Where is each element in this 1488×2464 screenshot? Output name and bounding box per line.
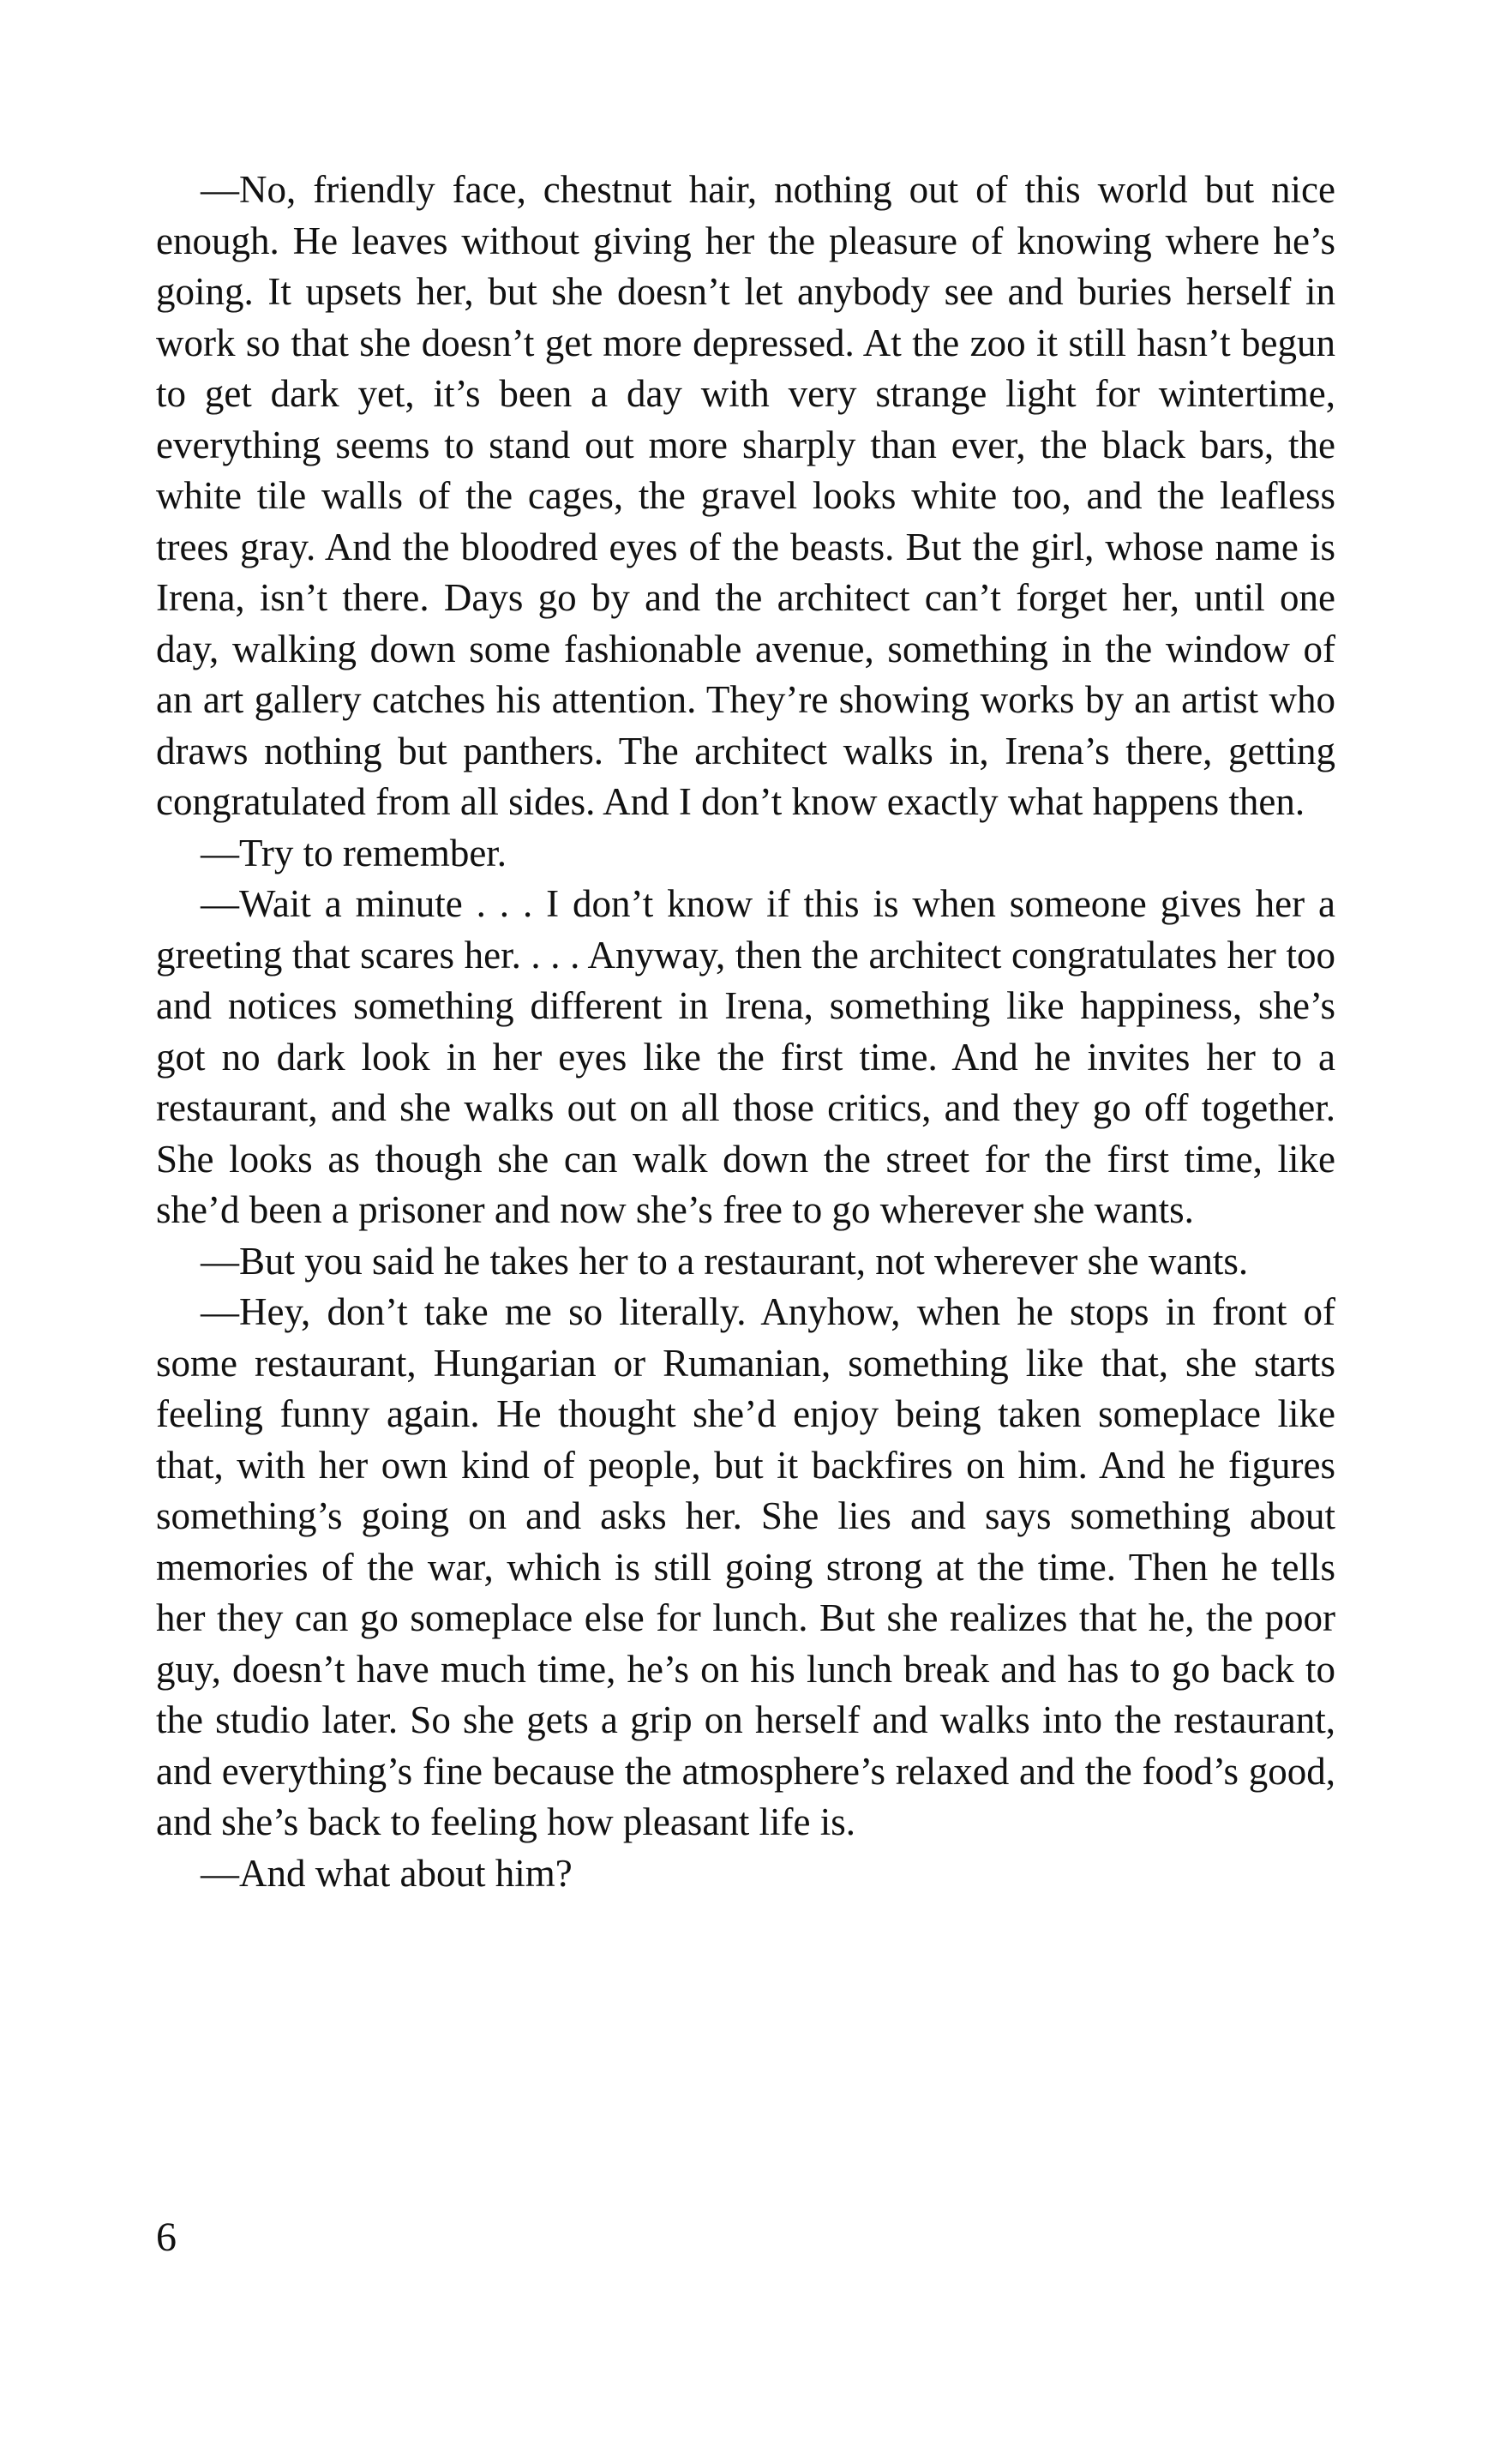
paragraph-3: —Wait a minute . . . I don’t know if this is when someone gives her a greeting that scares her. . . . Anyway, then the architect congratulates her too and notices something different in Irena, something like happiness, she’s got no dark look in her eyes like the first time. And he invites her to a restaurant, and she walks out on all those critics, and they go off together. She looks as though she can walk down the street for the first time, like she’d been a prisoner and now she’s free to go wherever she wants. — [156, 882, 1335, 1231]
page-number: 6 — [156, 2215, 177, 2260]
body-text — [156, 165, 1335, 1899]
paragraph-2: —Try to remember. — [201, 831, 507, 874]
paragraph-5: —Hey, don’t take me so literally. Anyhow, when he stops in front of some restaurant, Hungarian or Rumanian, something like that, she starts feeling funny again. He thought she’d enjoy being taken someplace like that, with her own kind of people, but it backfires on him. And he figures something’s going on and asks her. She lies and says something about memories of the war, which is still going strong at the time. Then he tells her they can go someplace else for lunch. But she realizes that he, the poor guy, doesn’t have much time, he’s on his lunch break and has to go back to the studio later. So she gets a grip on herself and walks into the restaurant, and everything’s fine because the atmosphere’s relaxed and the food’s good, and she’s back to feeling how pleasant life is. — [156, 1290, 1335, 1843]
paragraph-1: —No, friendly face, chestnut hair, nothing out of this world but nice enough. He leaves without giving her the pleasure of knowing where he’s going. It upsets her, but she doesn’t let anybody see and buries herself in work so that she doesn’t get more depressed. At the zoo it still hasn’t begun to get dark yet, it’s been a day with very strange light for wintertime, everything seems to stand out more sharply than ever, the black bars, the white tile walls of the cages, the gravel looks white too, and the leafless trees gray. And the bloodred eyes of the beasts. But the girl, whose name is Irena, isn’t there. Days go by and the architect can’t forget her, until one day, walking down some fashionable avenue, something in the window of an art gallery catches his attention. They’re showing works by an artist who draws nothing but panthers. The architect walks in, Irena’s there, getting congratulated from all sides. And I don’t know exactly what happens then. — [156, 168, 1335, 823]
paragraph-6: —And what about him? — [201, 1851, 573, 1895]
paragraph-4: —But you said he takes her to a restaurant, not wherever she wants. — [201, 1239, 1249, 1283]
